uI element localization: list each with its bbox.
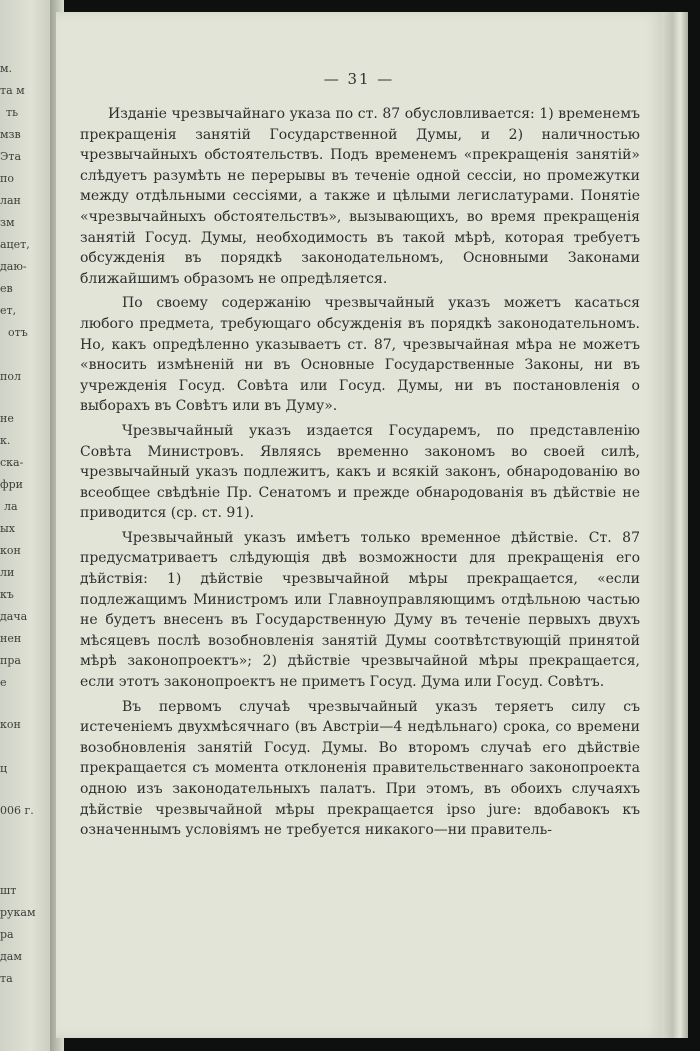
left-page-fragment: шт: [0, 884, 17, 897]
left-page-fragment: дам: [0, 950, 22, 963]
left-page-fragment: пра: [0, 654, 21, 667]
left-page-fragment: не: [0, 412, 14, 425]
left-page-fragment: Эта: [0, 150, 22, 163]
left-page-fragment: 006 г.: [0, 804, 34, 817]
paragraph: По своему содержанію чрезвычайный указъ можетъ касаться любого предмета, требующаго обсужденія въ порядкѣ законодательномъ. Но, какъ опредѣленно указываетъ ст. 87, чрезвычайная мѣра не можетъ «вносить измѣненій ни въ Основные Государственные Законы, ни въ учрежденія Госуд. Совѣта или Госуд. Думы, ни въ постановленія о выборахъ въ Совѣтъ или въ Думу».: [80, 295, 640, 415]
left-page-fragment: ых: [0, 522, 15, 535]
left-page-fragment: ц: [0, 762, 8, 775]
left-page-fragment: фри: [0, 478, 23, 491]
left-page-fragment: ла: [4, 500, 18, 513]
left-page-fragment: ть: [6, 106, 19, 119]
page-edges: [662, 12, 688, 1038]
page-number: — 31 —: [323, 70, 395, 88]
left-page-fragment: ли: [0, 566, 15, 579]
left-page-fragment: пол: [0, 370, 21, 383]
left-page-fragment: ацет,: [0, 238, 30, 251]
left-page-fragment: зм: [0, 216, 15, 229]
left-page-fragment: даю-: [0, 260, 27, 273]
paragraph: Изданіе чрезвычайнаго указа по ст. 87 обусловливается: 1) временемъ прекращенія занятій Государственной Думы, и 2) наличностью чрезвычайныхъ обстоятельствъ. Подъ временемъ «прекращенія занятій» слѣдуетъ разумѣть не перерывы въ теченіе одной сессіи, но промежутки между отдѣльными сессіями, а также и цѣлыми легислатурами. Понятіе «чрезвычайныхъ обстоятельствъ», вызывающихъ, во время прекращенія занятій Госуд. Думы, необходимость въ такой мѣрѣ, которая требуетъ обсужденія въ порядкѣ законодательномъ, Основными Законами ближайшимъ образомъ не опредѣляется.: [80, 106, 640, 287]
left-facing-page: [0, 0, 52, 1051]
left-page-fragment: та м: [0, 84, 25, 97]
left-page-fragment: та: [0, 972, 13, 985]
left-page-fragment: ра: [0, 928, 14, 941]
left-page-fragment: отъ: [8, 326, 28, 339]
left-page-fragment: дача: [0, 610, 28, 623]
book-page: [56, 12, 662, 1038]
left-page-fragment: мзв: [0, 128, 21, 141]
left-page-fragment: по: [0, 172, 14, 185]
left-page-fragment: ев: [0, 282, 13, 295]
left-page-fragment: лан: [0, 194, 21, 207]
left-page-fragment: кон: [0, 544, 21, 557]
left-page-fragment: ска-: [0, 456, 24, 469]
left-page-fragment: кон: [0, 718, 21, 731]
paragraph: Чрезвычайный указъ имѣетъ только временное дѣйствіе. Ст. 87 предусматриваетъ слѣдующія двѣ возможности для прекращенія его дѣйствія: 1) дѣйствіе чрезвычайной мѣры прекращается, «если подлежащимъ Министромъ или Главноуправляющимъ отдѣльною частью не будетъ внесенъ въ Государственную Думу въ теченіе первыхъ двухъ мѣсяцевъ послѣ возобновленія занятій Думы соотвѣтствующій принятой мѣрѣ законопроектъ»; 2) дѣйствіе чрезвычайной мѣры прекращается, если этотъ законопроектъ не приметъ Госуд. Дума или Госуд. Совѣтъ.: [80, 529, 640, 691]
left-page-fragment: м.: [0, 62, 13, 75]
paragraph: Въ первомъ случаѣ чрезвычайный указъ теряетъ силу съ истеченіемъ двухмѣсячнаго (въ Австріи—4 недѣльнаго) срока, со времени возобновленія занятій Госуд. Думы. Во второмъ случаѣ его дѣйствіе прекращается съ момента отклоненія правительственнаго законопроекта одною изъ законодательныхъ палатъ. При этомъ, въ обоихъ случаяхъ дѣйствіе чрезвычайной мѣры прекращается ipso jure: вдобавокъ къ означеннымъ условіямъ не требуется никакого—ни правитель-: [80, 698, 640, 839]
left-page-fragment: к.: [0, 434, 11, 447]
page-body: [80, 104, 640, 841]
paragraph: Чрезвычайный указъ издается Государемъ, по представленію Совѣта Министровъ. Являясь временно закономъ во своей силѣ, чрезвычайный указъ подлежитъ, какъ и всякій законъ, обнародованію во всеобщее свѣдѣніе Пр. Сенатомъ и прежде обнародованія въ дѣйствіе не приводится (ср. ст. 91).: [80, 422, 640, 522]
left-page-fragment: е: [0, 676, 7, 689]
left-page-fragment: къ: [0, 588, 14, 601]
left-page-fragment: нен: [0, 632, 22, 645]
left-page-fragment: ет,: [0, 304, 17, 317]
left-page-fragment: рукам: [0, 906, 36, 919]
